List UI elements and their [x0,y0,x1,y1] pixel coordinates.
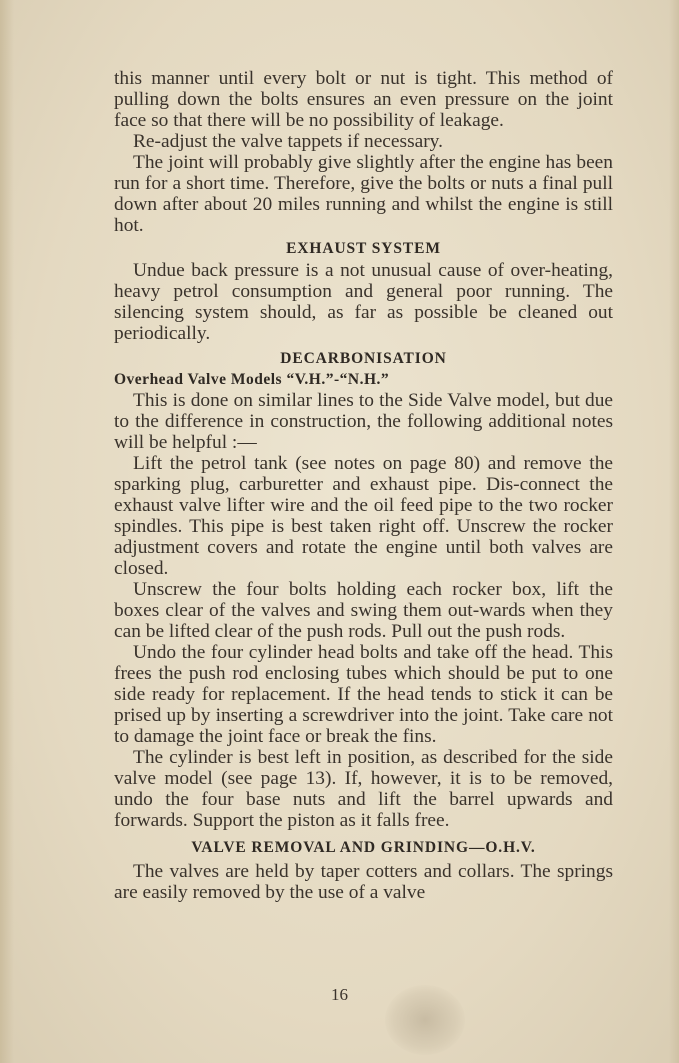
paragraph-decarb-intro: This is done on similar lines to the Side Valve model, but due to the difference in construction, the following additional notes will be helpful :— [114,390,613,453]
paragraph-petrol-tank: Lift the petrol tank (see notes on page 80) and remove the sparking plug, carburetter and exhaust pipe. Dis-connect the exhaust valve lifter wire and the oil feed pipe to the two rocker spindles. This pipe is best taken right off. Unscrew the rocker adjustment covers and rotate the engine until both valves are closed. [114,453,613,579]
paragraph-rocker-box: Unscrew the four bolts holding each rocker box, lift the boxes clear of the valves and swing them out-wards when they can be lifted clear of the push rods. Pull out the push rods. [114,579,613,642]
page-body [114,68,613,903]
heading-exhaust-system: EXHAUST SYSTEM [286,240,441,257]
subheading-ohv-models: Overhead Valve Models “V.H.”-“N.H.” [114,371,390,388]
heading-decarbonisation: DECARBONISATION [280,350,447,367]
paragraph-continued: this manner until every bolt or nut is tight. This method of pulling down the bolts ensures an even pressure on the joint face so that there will be no possibility of leakage. [114,68,613,131]
paragraph-cylinder: The cylinder is best left in position, as described for the side valve model (see page 13). If, however, it is to be removed, undo the four base nuts and lift the barrel upwards and forwards. Support the piston as it falls free. [114,747,613,831]
paragraph-exhaust: Undue back pressure is a not unusual cause of over-heating, heavy petrol consumption and general poor running. The silencing system should, as far as possible be cleaned out periodically. [114,260,613,344]
page-edge-shadow-left [0,0,14,1063]
paragraph-joint: The joint will probably give slightly after the engine has been run for a short time. Therefore, give the bolts or nuts a final pull down after about 20 miles running and whilst the engine is still hot. [114,152,613,236]
page-edge-shadow-right [669,0,679,1063]
paragraph-valve-removal: The valves are held by taper cotters and collars. The springs are easily removed by the use of a valve [114,861,613,903]
paragraph-cylinder-head: Undo the four cylinder head bolts and take off the head. This frees the push rod enclosing tubes which should be put to one side ready for replacement. If the head tends to stick it can be prised up by inserting a screwdriver into the joint. Take care not to damage the joint face or break the fins. [114,642,613,747]
page-number: 16 [331,985,348,1004]
paragraph-tappets: Re-adjust the valve tappets if necessary. [133,131,443,152]
heading-valve-removal: VALVE REMOVAL AND GRINDING—O.H.V. [191,839,536,856]
